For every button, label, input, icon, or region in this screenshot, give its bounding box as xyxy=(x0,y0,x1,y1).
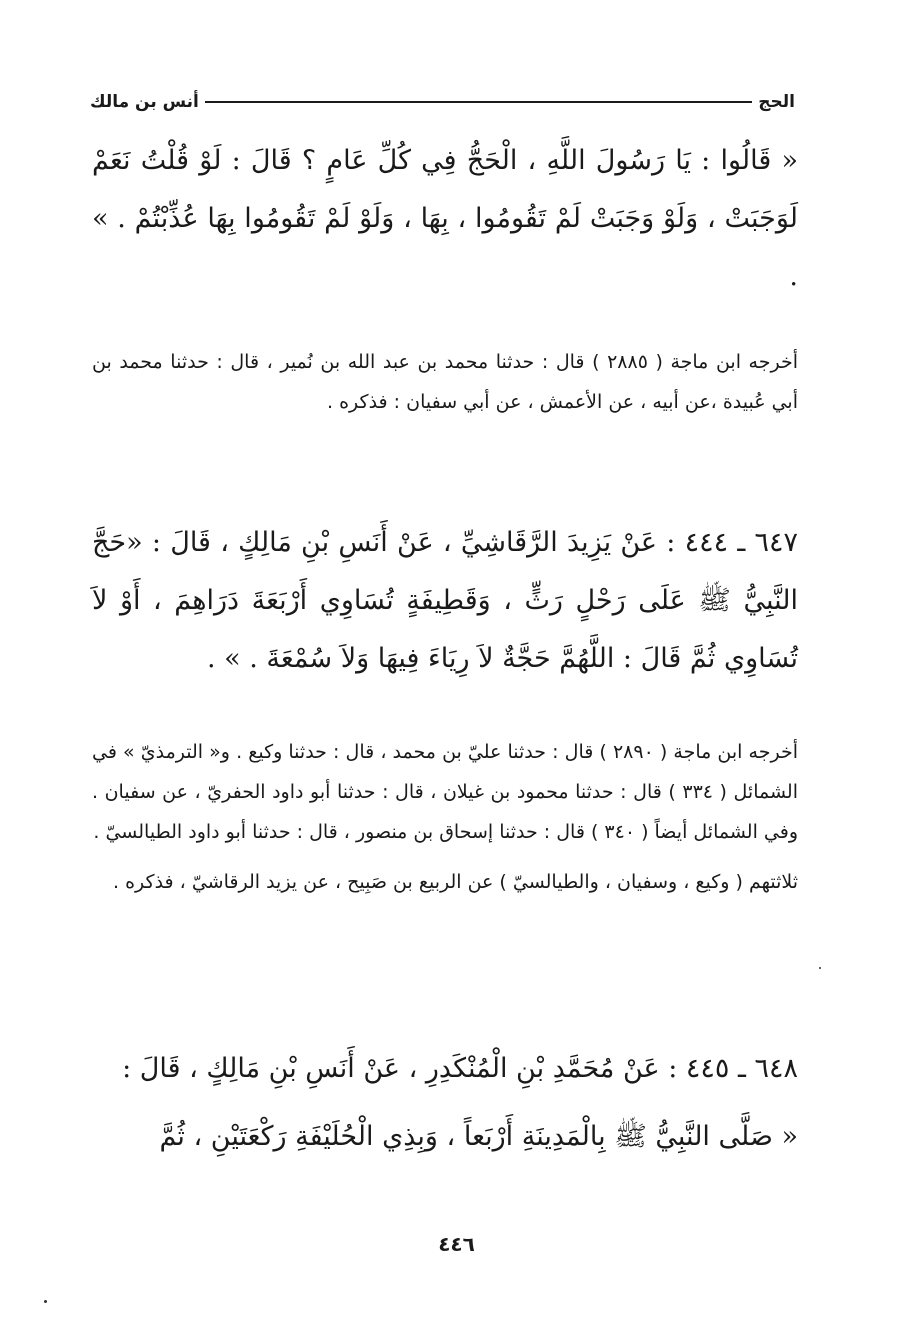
running-header xyxy=(90,88,795,116)
source-paragraph: ثلاثتهم ( وكيع ، وسفيان ، والطيالسيّ ) عن الربيع بن صَبِيح ، عن يزيد الرقاشيّ ، فذكره . xyxy=(113,871,798,893)
page-number: ٤٤٦ xyxy=(438,1232,475,1256)
source-paragraph: أخرجه ابن ماجة ( ٢٨٩٠ ) قال : حدثنا عليّ بن محمد ، قال : حدثنا وكيع . و« الترمذيّ » في الشمائل ( ٣٣٤ ) قال : حدثنا محمود بن غيلان ، قال : حدثنا أبو داود الحفريّ ، عن سفيان . وفي الشمائل أيضاً ( ٣٤٠ ) قال : حدثنا إسحاق بن منصور ، قال : حدثنا أبو داود الطيالسيّ . xyxy=(92,741,798,843)
source-note-2 xyxy=(92,732,798,902)
hadith-paragraph: « قَالُوا : يَا رَسُولَ اللَّهِ ، الْحَجُّ فِي كُلِّ عَامٍ ؟ قَالَ : لَوْ قُلْتُ نَعَمْ لَوَجَبَتْ ، وَلَوْ وَجَبَتْ لَمْ تَقُومُوا ، بِهَا ، وَلَوْ لَمْ تَقُومُوا بِهَا عُذِّبْتُمْ . » . xyxy=(92,145,798,292)
hadith-text-3 xyxy=(92,1040,798,1166)
header-companion: أنس بن مالك xyxy=(90,92,199,112)
scan-speck xyxy=(44,1300,47,1303)
source-paragraph: أخرجه ابن ماجة ( ٢٨٨٥ ) قال : حدثنا محمد بن عبد الله بن نُمير ، قال : حدثنا محمد بن أبي عُبيدة ،عن أبيه ، عن الأعمش ، عن أبي سفيان : فذكره . xyxy=(92,351,798,413)
hadith-text-1 xyxy=(92,132,798,306)
source-note-1 xyxy=(92,342,798,422)
hadith-paragraph: ٦٤٨ ـ ٤٤٥ : عَنْ مُحَمَّدِ بْنِ الْمُنْكَدِرِ ، عَنْ أَنَسِ بْنِ مَالِكٍ ، قَالَ : xyxy=(122,1053,798,1084)
hadith-text-2 xyxy=(92,514,798,688)
header-rule xyxy=(205,101,752,103)
header-chapter: الحج xyxy=(758,92,795,112)
scan-speck xyxy=(819,967,821,969)
hadith-paragraph: ٦٤٧ ـ ٤٤٤ : عَنْ يَزِيدَ الرَّقَاشِيِّ ، عَنْ أَنَسِ بْنِ مَالِكٍ ، قَالَ : «حَجَّ النَّبِيُّ ﷺ عَلَى رَحْلٍ رَثٍّ ، وَقَطِيفَةٍ تُسَاوِي أَرْبَعَةَ دَرَاهِمَ ، أَوْ لاَ تُسَاوِي ثُمَّ قَالَ : اللَّهُمَّ حَجَّةٌ لاَ رِيَاءَ فِيهَا وَلاَ سُمْعَةَ . » . xyxy=(92,527,798,674)
hadith-paragraph: « صَلَّى النَّبِيُّ ﷺ بِالْمَدِينَةِ أَرْبَعاً ، وَبِذِي الْحُلَيْفَةِ رَكْعَتَيْنِ ، ثُمَّ xyxy=(159,1121,798,1152)
